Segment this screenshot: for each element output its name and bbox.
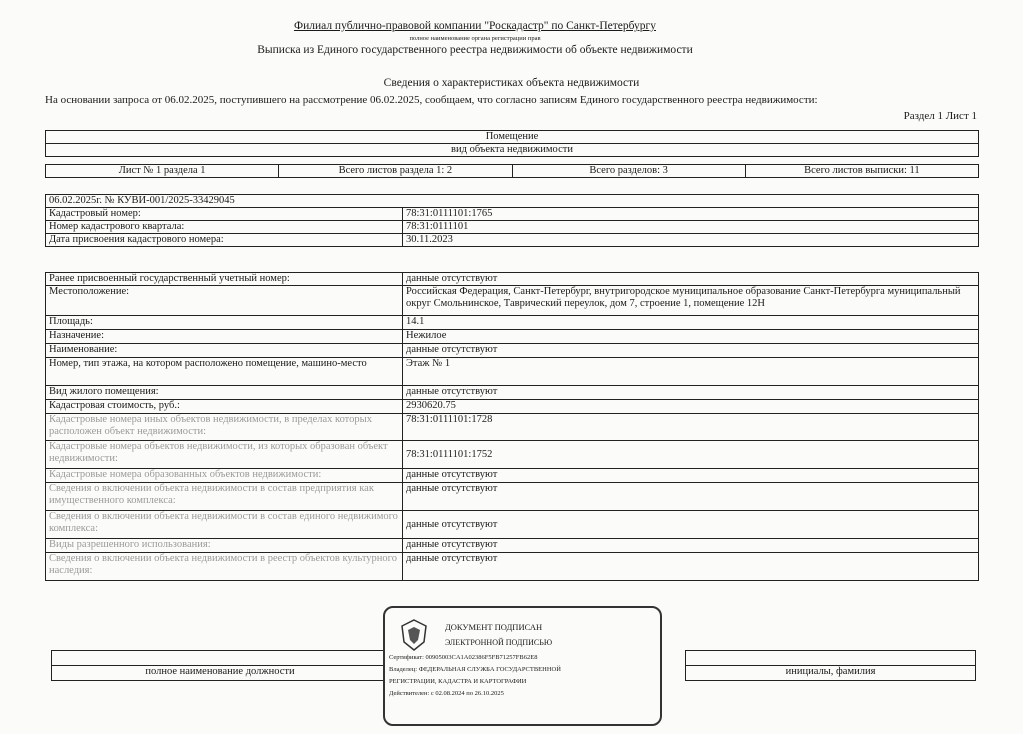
row-value: данные отсутствуют <box>403 553 979 581</box>
characteristics-table <box>45 272 979 581</box>
branch-note: полное наименование органа регистрации прав <box>409 35 541 42</box>
row-value: данные отсутствуют <box>403 344 979 358</box>
row-label: Сведения о включении объекта недвижимости в состав предприятия как имущественного комплекса: <box>46 483 403 511</box>
stamp-owner: Владелец: ФЕДЕРАЛЬНАЯ СЛУЖБА ГОСУДАРСТВЕННОЙ <box>389 666 561 673</box>
stamp-validity: Действителен: с 02.08.2024 по 26.10.2025 <box>389 690 504 697</box>
section-sheet: Раздел 1 Лист 1 <box>903 110 977 122</box>
total-sheets: Всего листов выписки: 11 <box>745 165 978 178</box>
signature-name-caption: инициалы, фамилия <box>686 666 976 681</box>
quarter-value: 78:31:0111101 <box>403 221 979 234</box>
request-number: 06.02.2025г. № КУВИ-001/2025-33429045 <box>46 195 979 208</box>
row-label: Сведения о включении объекта недвижимости в состав единого недвижимого комплекса: <box>46 511 403 539</box>
row-label: Назначение: <box>46 330 403 344</box>
cadastral-label: Кадастровый номер: <box>46 208 403 221</box>
subtitle: Сведения о характеристиках объекта недвижимости <box>383 77 640 89</box>
row-label: Местоположение: <box>46 286 403 316</box>
row-label: Номер, тип этажа, на котором расположено помещение, машино-место <box>46 358 403 386</box>
signature-name-field <box>686 651 976 666</box>
row-label: Кадастровые номера объектов недвижимости, из которых образован объект недвижимости: <box>46 441 403 469</box>
branch-title: Филиал публично-правовой компании "Роскадастр" по Санкт-Петербургу <box>293 20 656 32</box>
row-label: Вид жилого помещения: <box>46 386 403 400</box>
row-value: данные отсутствуют <box>403 539 979 553</box>
row-value: 78:31:0111101:1752 <box>403 441 979 469</box>
stamp-owner-cont: РЕГИСТРАЦИИ, КАДАСТРА И КАРТОГРАФИИ <box>389 678 527 685</box>
basis-text: На основании запроса от 06.02.2025, поступившего на рассмотрение 06.02.2025, сообщаем, что согласно записям Единого государственного реестра недвижимости: <box>45 94 818 106</box>
signature-position-field <box>52 651 389 666</box>
stamp-subtitle: ЭЛЕКТРОННОЙ ПОДПИСЬЮ <box>445 638 553 647</box>
row-value: данные отсутствуют <box>403 511 979 539</box>
date-label: Дата присвоения кадастрового номера: <box>46 234 403 247</box>
object-type-table <box>45 130 979 157</box>
quarter-label: Номер кадастрового квартала: <box>46 221 403 234</box>
section-sheets: Всего листов раздела 1: 2 <box>279 165 512 178</box>
row-value: Этаж № 1 <box>403 358 979 386</box>
date-value: 30.11.2023 <box>403 234 979 247</box>
row-value: данные отсутствуют <box>403 483 979 511</box>
row-value: данные отсутствуют <box>403 273 979 286</box>
row-value: данные отсутствуют <box>403 386 979 400</box>
row-value: данные отсутствуют <box>403 469 979 483</box>
ident-table <box>45 194 979 247</box>
object-type: Помещение <box>46 131 979 144</box>
row-label: Виды разрешенного использования: <box>46 539 403 553</box>
e-signature-stamp <box>383 606 662 726</box>
row-label: Кадастровая стоимость, руб.: <box>46 400 403 414</box>
emblem-icon <box>399 618 429 652</box>
row-value: Российская Федерация, Санкт-Петербург, внутригородское муниципальное образование Санкт-Петербурга муниципальный округ Смольнинское, Таврический переулок, дом 7, строение 1, помещение 12Н <box>403 286 979 316</box>
row-value: 78:31:0111101:1728 <box>403 414 979 441</box>
signature-position-caption: полное наименование должности <box>52 666 389 681</box>
row-label: Сведения о включении объекта недвижимости в реестр объектов культурного наследия: <box>46 553 403 581</box>
sheets-table <box>45 164 979 178</box>
sections-count: Всего разделов: 3 <box>512 165 745 178</box>
row-label: Площадь: <box>46 316 403 330</box>
sheet-number: Лист № 1 раздела 1 <box>46 165 279 178</box>
row-value: 2930620.75 <box>403 400 979 414</box>
object-type-caption: вид объекта недвижимости <box>46 144 979 157</box>
row-label: Наименование: <box>46 344 403 358</box>
row-label: Ранее присвоенный государственный учетный номер: <box>46 273 403 286</box>
cadastral-value: 78:31:0111101:1765 <box>403 208 979 221</box>
row-label: Кадастровые номера образованных объектов недвижимости: <box>46 469 403 483</box>
row-value: 14.1 <box>403 316 979 330</box>
document-title: Выписка из Единого государственного реестра недвижимости об объекте недвижимости <box>257 44 693 56</box>
row-label: Кадастровые номера иных объектов недвижимости, в пределах которых расположен объект недвижимости: <box>46 414 403 441</box>
row-value: Нежилое <box>403 330 979 344</box>
stamp-certificate: Сертификат: 00905003CA1A02386F5FB71257FB62E8 <box>389 654 538 661</box>
stamp-title: ДОКУМЕНТ ПОДПИСАН <box>445 622 543 632</box>
